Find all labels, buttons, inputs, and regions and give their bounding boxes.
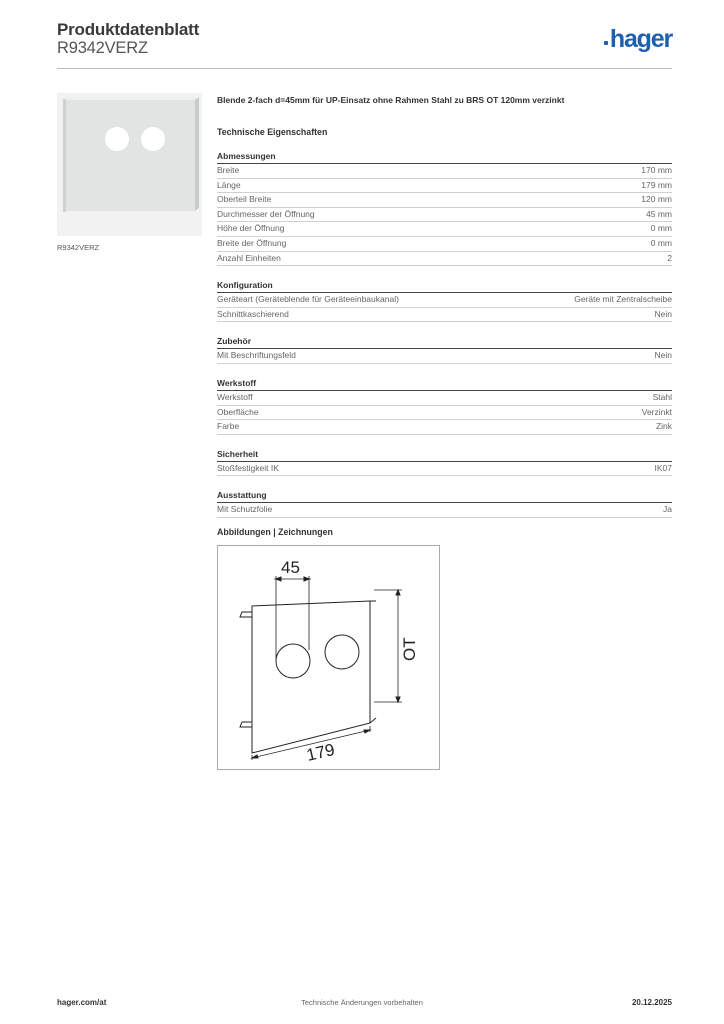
property-group xyxy=(217,449,672,477)
opening-right xyxy=(325,635,359,669)
property-row xyxy=(217,293,672,308)
property-label: Anzahl Einheiten xyxy=(217,252,281,263)
property-value: 179 mm xyxy=(641,179,672,190)
dim-height-label: OT xyxy=(400,637,419,661)
property-label: Mit Beschriftungsfeld xyxy=(217,350,296,361)
property-label: Schnittkaschierend xyxy=(217,308,289,319)
property-value: Zink xyxy=(655,421,672,432)
property-group xyxy=(217,490,672,518)
property-row xyxy=(217,252,672,267)
property-group xyxy=(217,151,672,266)
property-label: Mit Schutzfolie xyxy=(217,504,273,515)
property-label: Höhe der Öffnung xyxy=(217,223,285,234)
property-label: Breite xyxy=(217,165,240,175)
property-group xyxy=(217,280,672,322)
property-row xyxy=(217,406,672,421)
property-row xyxy=(217,193,672,208)
property-label: Breite der Öffnung xyxy=(217,237,287,248)
hager-logo[interactable] xyxy=(604,27,672,52)
property-value: Nein xyxy=(654,350,672,361)
dim-opening-label: 45 xyxy=(281,558,300,577)
property-group xyxy=(217,336,672,364)
header-divider xyxy=(57,68,672,69)
property-row xyxy=(217,208,672,223)
property-value: Geräte mit Zentralscheibe xyxy=(574,294,672,305)
image-caption: R9342VERZ xyxy=(57,243,100,252)
property-value: 0 mm xyxy=(650,223,672,234)
property-row xyxy=(217,391,672,406)
product-image xyxy=(57,93,202,236)
property-row xyxy=(217,237,672,252)
group-title: Werkstoff xyxy=(217,378,672,391)
tech-properties-title: Technische Eigenschaften xyxy=(217,127,328,137)
property-label: Werkstoff xyxy=(217,391,253,402)
property-value: Stahl xyxy=(652,391,672,402)
group-title: Abmessungen xyxy=(217,151,672,164)
property-value: Verzinkt xyxy=(641,406,672,417)
property-row xyxy=(217,179,672,194)
property-value: 2 xyxy=(667,252,672,263)
group-title: Sicherheit xyxy=(217,449,672,462)
footer-date: 20.12.2025 xyxy=(631,998,672,1007)
product-description: Blende 2-fach d=45mm für UP-Einsatz ohne Rahmen Stahl zu BRS OT 120mm verzinkt xyxy=(217,95,565,105)
properties-groups xyxy=(217,151,672,518)
property-row xyxy=(217,222,672,237)
group-title: Konfiguration xyxy=(217,280,672,293)
footer-notice: Technische Änderungen vorbehalten xyxy=(301,998,423,1007)
property-label: Oberteil Breite xyxy=(217,194,272,205)
logo-text: hager xyxy=(609,25,672,53)
property-label: Geräteart (Geräteblende für Geräteeinbaukanal) xyxy=(217,294,399,305)
logo-dot-icon xyxy=(604,41,608,45)
property-value: Nein xyxy=(654,308,672,319)
bottom-left-flange xyxy=(240,722,252,727)
figures-title: Abbildungen | Zeichnungen xyxy=(217,527,333,537)
property-label: Durchmesser der Öffnung xyxy=(217,208,315,219)
property-row xyxy=(217,349,672,364)
page-title: Produktdatenblatt xyxy=(57,20,200,39)
product-code: R9342VERZ xyxy=(57,39,148,57)
property-value: 45 mm xyxy=(646,208,672,219)
group-title: Ausstattung xyxy=(217,490,672,503)
group-title: Zubehör xyxy=(217,336,672,349)
main-content xyxy=(217,95,672,518)
property-row xyxy=(217,164,672,179)
property-row xyxy=(217,420,672,435)
opening-left xyxy=(276,644,310,678)
property-row xyxy=(217,308,672,323)
property-value: 120 mm xyxy=(641,194,672,205)
property-label: Farbe xyxy=(217,421,240,432)
drawing-svg xyxy=(218,546,439,769)
property-label: Länge xyxy=(217,179,241,190)
property-label: Oberfläche xyxy=(217,406,259,417)
dim-length-label: 179 xyxy=(304,740,337,765)
cover-plate-image xyxy=(57,93,202,236)
property-value: IK07 xyxy=(654,462,672,473)
property-value: Ja xyxy=(663,504,672,515)
technical-drawing xyxy=(217,545,440,770)
property-row xyxy=(217,462,672,477)
property-value: 0 mm xyxy=(650,237,672,248)
plate-outline xyxy=(252,601,370,753)
top-left-flange xyxy=(240,612,252,617)
property-value: 170 mm xyxy=(641,165,672,175)
property-label: Stoßfestigkeit IK xyxy=(217,462,279,473)
property-row xyxy=(217,503,672,518)
footer-website-link[interactable]: hager.com/at xyxy=(57,998,107,1007)
property-group xyxy=(217,378,672,435)
